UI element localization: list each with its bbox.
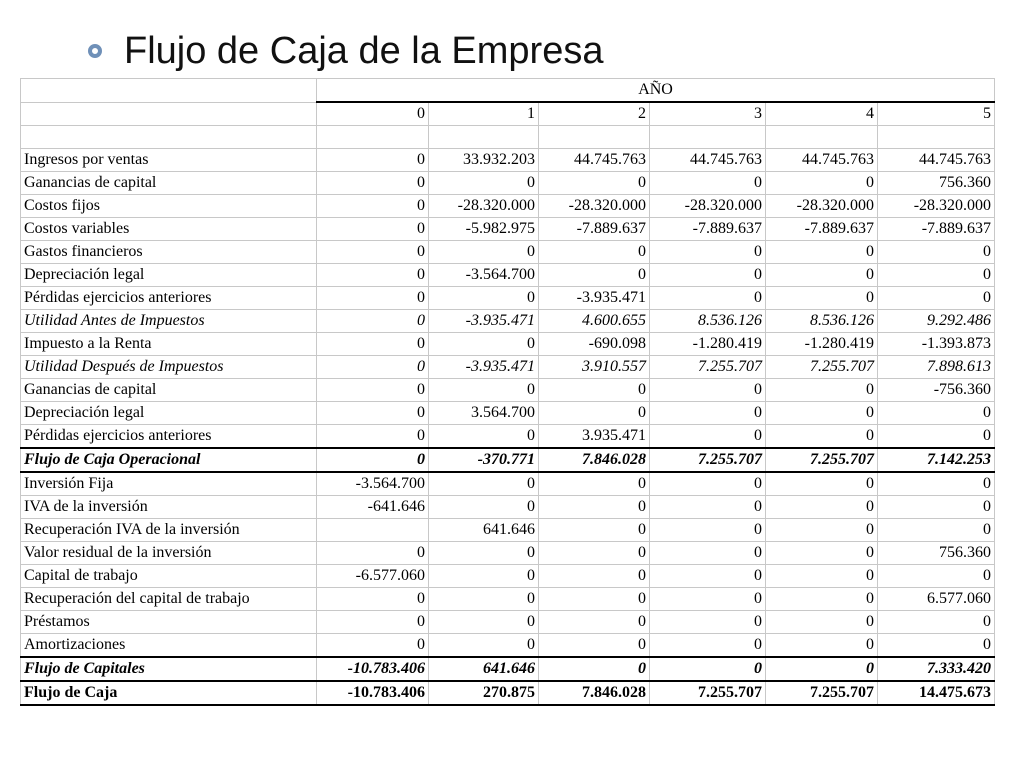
value-cell: 0	[766, 379, 878, 402]
spacer-cell	[429, 126, 539, 149]
row-label: Flujo de Capitales	[21, 657, 317, 681]
row-label: Pérdidas ejercicios anteriores	[21, 425, 317, 449]
value-cell: 270.875	[429, 681, 539, 705]
value-cell: 0	[650, 264, 766, 287]
value-cell: 7.142.253	[878, 448, 995, 472]
table-row	[21, 681, 995, 705]
value-cell: 0	[766, 519, 878, 542]
row-label: Costos fijos	[21, 195, 317, 218]
row-label: Pérdidas ejercicios anteriores	[21, 287, 317, 310]
value-cell: 8.536.126	[650, 310, 766, 333]
row-label: Depreciación legal	[21, 264, 317, 287]
value-cell: 0	[539, 379, 650, 402]
value-cell: 0	[539, 588, 650, 611]
value-cell: 0	[650, 425, 766, 449]
value-cell: 33.932.203	[429, 149, 539, 172]
value-cell: 0	[539, 402, 650, 425]
value-cell: 0	[766, 425, 878, 449]
table-row	[21, 402, 995, 425]
row-label: Impuesto a la Renta	[21, 333, 317, 356]
value-cell: 0	[317, 588, 429, 611]
value-cell: -10.783.406	[317, 681, 429, 705]
value-cell: 0	[766, 634, 878, 658]
value-cell: 0	[878, 519, 995, 542]
value-cell: 0	[317, 241, 429, 264]
value-cell: -3.935.471	[429, 356, 539, 379]
value-cell: 7.255.707	[766, 448, 878, 472]
value-cell: 0	[539, 264, 650, 287]
value-cell: 0	[539, 657, 650, 681]
value-cell: 0	[766, 611, 878, 634]
table-row	[21, 379, 995, 402]
value-cell: 0	[650, 634, 766, 658]
value-cell: 0	[539, 496, 650, 519]
year-header: AÑO	[317, 79, 995, 103]
year-cell: 1	[429, 102, 539, 126]
value-cell: 0	[650, 402, 766, 425]
value-cell: -7.889.637	[650, 218, 766, 241]
value-cell: 0	[878, 425, 995, 449]
value-cell: 0	[429, 241, 539, 264]
spacer-cell	[650, 126, 766, 149]
value-cell: -7.889.637	[878, 218, 995, 241]
spacer-row	[21, 126, 995, 149]
value-cell	[317, 519, 429, 542]
value-cell: 0	[317, 287, 429, 310]
value-cell: 0	[317, 425, 429, 449]
value-cell: 0	[429, 287, 539, 310]
slide-title-row	[88, 28, 603, 74]
value-cell: 0	[429, 172, 539, 195]
value-cell: 0	[766, 402, 878, 425]
value-cell: 0	[429, 634, 539, 658]
value-cell: 0	[766, 264, 878, 287]
table-row	[21, 172, 995, 195]
table-row	[21, 634, 995, 658]
row-label: Ganancias de capital	[21, 379, 317, 402]
row-label: Costos variables	[21, 218, 317, 241]
value-cell: 44.745.763	[539, 149, 650, 172]
value-cell: 0	[429, 472, 539, 496]
value-cell: 9.292.486	[878, 310, 995, 333]
value-cell: 0	[317, 264, 429, 287]
value-cell: 756.360	[878, 172, 995, 195]
spacer-cell	[878, 126, 995, 149]
value-cell: 0	[317, 634, 429, 658]
value-cell: 6.577.060	[878, 588, 995, 611]
year-cell: 3	[650, 102, 766, 126]
value-cell: 0	[878, 472, 995, 496]
value-cell: 0	[539, 634, 650, 658]
value-cell: -3.564.700	[317, 472, 429, 496]
table-row	[21, 356, 995, 379]
value-cell: -3.564.700	[429, 264, 539, 287]
value-cell: 0	[878, 565, 995, 588]
value-cell: -5.982.975	[429, 218, 539, 241]
value-cell: 0	[539, 172, 650, 195]
value-cell: -3.935.471	[539, 287, 650, 310]
value-cell: 0	[650, 519, 766, 542]
value-cell: 44.745.763	[766, 149, 878, 172]
value-cell: 0	[766, 472, 878, 496]
cash-flow-table	[20, 78, 995, 706]
value-cell: 3.935.471	[539, 425, 650, 449]
value-cell: -28.320.000	[878, 195, 995, 218]
row-label: IVA de la inversión	[21, 496, 317, 519]
value-cell: 14.475.673	[878, 681, 995, 705]
value-cell: 0	[539, 542, 650, 565]
value-cell: 0	[317, 356, 429, 379]
row-label: Inversión Fija	[21, 472, 317, 496]
spacer-cell	[21, 126, 317, 149]
value-cell: 0	[317, 333, 429, 356]
value-cell: 641.646	[429, 657, 539, 681]
value-cell: 0	[650, 542, 766, 565]
table-row	[21, 565, 995, 588]
table-row	[21, 588, 995, 611]
table-row	[21, 333, 995, 356]
value-cell: 0	[878, 287, 995, 310]
table-row	[21, 542, 995, 565]
value-cell: 0	[429, 333, 539, 356]
row-label: Ganancias de capital	[21, 172, 317, 195]
value-cell: -1.393.873	[878, 333, 995, 356]
row-label: Utilidad Después de Impuestos	[21, 356, 317, 379]
table-row	[21, 657, 995, 681]
row-label: Amortizaciones	[21, 634, 317, 658]
row-label: Ingresos por ventas	[21, 149, 317, 172]
value-cell: 0	[429, 542, 539, 565]
value-cell: -1.280.419	[650, 333, 766, 356]
value-cell: 0	[429, 425, 539, 449]
value-cell: 756.360	[878, 542, 995, 565]
value-cell: 7.255.707	[766, 681, 878, 705]
value-cell: 0	[766, 287, 878, 310]
row-label: Capital de trabajo	[21, 565, 317, 588]
value-cell: 0	[429, 588, 539, 611]
value-cell: 7.846.028	[539, 448, 650, 472]
value-cell: 0	[539, 611, 650, 634]
value-cell: -1.280.419	[766, 333, 878, 356]
value-cell: 641.646	[429, 519, 539, 542]
spacer-cell	[317, 126, 429, 149]
value-cell: 0	[650, 241, 766, 264]
value-cell: 0	[539, 472, 650, 496]
table-row	[21, 519, 995, 542]
value-cell: 0	[766, 172, 878, 195]
value-cell: 3.564.700	[429, 402, 539, 425]
value-cell: 7.255.707	[766, 356, 878, 379]
value-cell: 0	[878, 241, 995, 264]
value-cell: 44.745.763	[878, 149, 995, 172]
value-cell: 0	[766, 496, 878, 519]
table-row	[21, 496, 995, 519]
value-cell: 0	[429, 611, 539, 634]
table-row	[21, 241, 995, 264]
year-cell: 4	[766, 102, 878, 126]
value-cell: 0	[650, 172, 766, 195]
value-cell: 4.600.655	[539, 310, 650, 333]
table-row	[21, 611, 995, 634]
value-cell: -3.935.471	[429, 310, 539, 333]
value-cell: 0	[878, 634, 995, 658]
row-label: Utilidad Antes de Impuestos	[21, 310, 317, 333]
value-cell: -690.098	[539, 333, 650, 356]
row-label: Préstamos	[21, 611, 317, 634]
value-cell: 0	[317, 611, 429, 634]
bullet-icon	[88, 44, 102, 58]
value-cell: 7.846.028	[539, 681, 650, 705]
cash-flow-table-body	[21, 79, 995, 706]
value-cell: -28.320.000	[766, 195, 878, 218]
value-cell: 0	[317, 379, 429, 402]
row-label: Flujo de Caja	[21, 681, 317, 705]
value-cell: -756.360	[878, 379, 995, 402]
value-cell: 0	[317, 195, 429, 218]
value-cell: 44.745.763	[650, 149, 766, 172]
corner-cell	[21, 102, 317, 126]
table-row	[21, 287, 995, 310]
value-cell: 0	[766, 565, 878, 588]
table-row	[21, 149, 995, 172]
value-cell: 0	[539, 519, 650, 542]
value-cell: 0	[317, 402, 429, 425]
value-cell: 0	[766, 588, 878, 611]
table-row	[21, 425, 995, 449]
value-cell: 0	[650, 287, 766, 310]
row-label: Depreciación legal	[21, 402, 317, 425]
table-row	[21, 195, 995, 218]
table-row	[21, 310, 995, 333]
value-cell: 0	[766, 542, 878, 565]
row-label: Valor residual de la inversión	[21, 542, 317, 565]
value-cell: -28.320.000	[429, 195, 539, 218]
value-cell: -370.771	[429, 448, 539, 472]
row-label: Recuperación IVA de la inversión	[21, 519, 317, 542]
value-cell: -641.646	[317, 496, 429, 519]
row-label: Gastos financieros	[21, 241, 317, 264]
value-cell: -28.320.000	[539, 195, 650, 218]
row-label: Flujo de Caja Operacional	[21, 448, 317, 472]
year-cell: 0	[317, 102, 429, 126]
value-cell: 7.898.613	[878, 356, 995, 379]
value-cell: 0	[429, 496, 539, 519]
value-cell: 0	[317, 218, 429, 241]
value-cell: 0	[878, 264, 995, 287]
value-cell: 0	[429, 379, 539, 402]
value-cell: 0	[766, 657, 878, 681]
year-cell: 5	[878, 102, 995, 126]
value-cell: 0	[429, 565, 539, 588]
table-row	[21, 218, 995, 241]
value-cell: 0	[878, 402, 995, 425]
value-cell: -6.577.060	[317, 565, 429, 588]
value-cell: 0	[317, 172, 429, 195]
value-cell: 0	[878, 496, 995, 519]
value-cell: 0	[650, 565, 766, 588]
table-row	[21, 472, 995, 496]
table-row	[21, 448, 995, 472]
value-cell: 7.333.420	[878, 657, 995, 681]
value-cell: 0	[650, 379, 766, 402]
value-cell: 0	[650, 496, 766, 519]
spacer-cell	[539, 126, 650, 149]
value-cell: 0	[539, 241, 650, 264]
value-cell: 0	[650, 657, 766, 681]
value-cell: 7.255.707	[650, 356, 766, 379]
row-label: Recuperación del capital de trabajo	[21, 588, 317, 611]
slide-title: Flujo de Caja de la Empresa	[124, 29, 604, 72]
value-cell: -7.889.637	[766, 218, 878, 241]
value-cell: -10.783.406	[317, 657, 429, 681]
value-cell: -28.320.000	[650, 195, 766, 218]
value-cell: 0	[650, 472, 766, 496]
value-cell: 0	[317, 310, 429, 333]
corner-cell	[21, 79, 317, 103]
value-cell: 8.536.126	[766, 310, 878, 333]
value-cell: 0	[317, 448, 429, 472]
value-cell: 7.255.707	[650, 448, 766, 472]
value-cell: 0	[317, 149, 429, 172]
year-header-row	[21, 79, 995, 103]
value-cell: 0	[317, 542, 429, 565]
spacer-cell	[766, 126, 878, 149]
value-cell: 0	[878, 611, 995, 634]
year-numbers-row	[21, 102, 995, 126]
value-cell: 0	[766, 241, 878, 264]
value-cell: -7.889.637	[539, 218, 650, 241]
value-cell: 7.255.707	[650, 681, 766, 705]
year-cell: 2	[539, 102, 650, 126]
value-cell: 0	[539, 565, 650, 588]
table-row	[21, 264, 995, 287]
value-cell: 0	[650, 611, 766, 634]
value-cell: 3.910.557	[539, 356, 650, 379]
value-cell: 0	[650, 588, 766, 611]
